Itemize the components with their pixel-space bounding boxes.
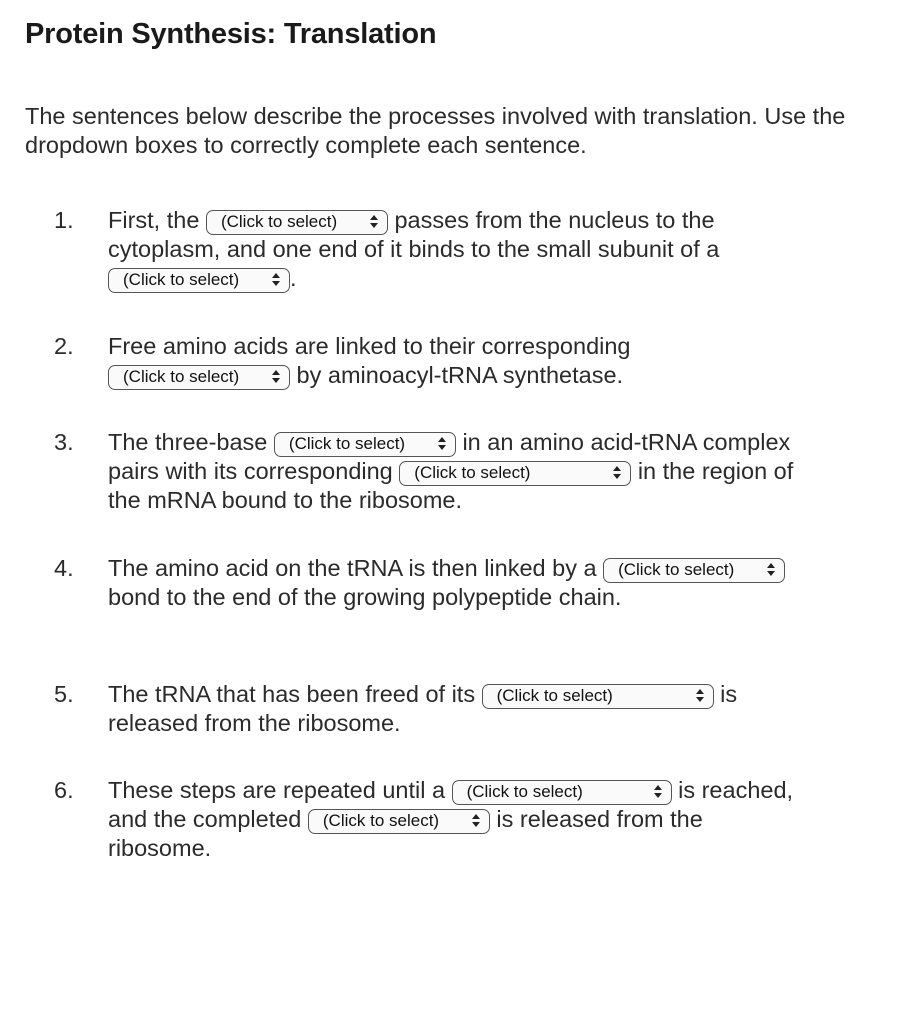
sentence bbox=[108, 776, 808, 863]
sentence bbox=[108, 554, 808, 612]
sentence-text: is released from the ribosome. bbox=[108, 681, 738, 736]
dropdown-label: (Click to select) bbox=[322, 811, 440, 830]
dropdown-label: (Click to select) bbox=[123, 367, 240, 386]
sentence-text: is reached, and the completed bbox=[108, 777, 794, 832]
item-number: 5. bbox=[54, 681, 74, 707]
sentence-text: by aminoacyl-tRNA synthetase. bbox=[296, 362, 624, 388]
dropdown-select[interactable] bbox=[603, 558, 785, 583]
sentence-text: in an amino acid-tRNA complex pairs with its corresponding bbox=[108, 429, 791, 484]
sentence-text: The tRNA that has been freed of its bbox=[108, 681, 476, 707]
dropdown-select[interactable] bbox=[482, 684, 714, 709]
sentence-text: . bbox=[290, 265, 297, 291]
dropdown-label: (Click to select) bbox=[288, 434, 406, 453]
sentence-text: The amino acid on the tRNA is then linked by a bbox=[108, 555, 597, 581]
sentence-text: passes from the nucleus to the cytoplasm, and one end of it binds to the small subunit of a bbox=[108, 207, 720, 262]
item-number: 1. bbox=[54, 207, 74, 233]
dropdown-select[interactable] bbox=[108, 268, 290, 293]
dropdown-label: (Click to select) bbox=[123, 270, 240, 289]
sentence-text: Free amino acids are linked to their corresponding bbox=[108, 333, 631, 359]
dropdown-label: (Click to select) bbox=[618, 560, 735, 579]
up-down-arrows-icon bbox=[370, 215, 378, 229]
up-down-arrows-icon bbox=[767, 563, 775, 577]
item-number: 3. bbox=[54, 429, 74, 455]
dropdown-label: (Click to select) bbox=[466, 782, 583, 801]
dropdown-select[interactable] bbox=[206, 210, 388, 235]
dropdown-select[interactable] bbox=[108, 365, 290, 390]
up-down-arrows-icon bbox=[272, 370, 280, 384]
sentence-text: bond to the end of the growing polypeptide chain. bbox=[108, 584, 622, 610]
sentence bbox=[108, 332, 808, 390]
sentence bbox=[108, 428, 808, 515]
sentence bbox=[108, 206, 808, 293]
up-down-arrows-icon bbox=[472, 814, 480, 828]
up-down-arrows-icon bbox=[438, 437, 446, 451]
dropdown-select[interactable] bbox=[308, 809, 490, 834]
item-number: 4. bbox=[54, 555, 74, 581]
sentence bbox=[108, 680, 808, 738]
instructions: The sentences below describe the processes involved with translation. Use the dropdown boxes to correctly complete each sentence. bbox=[25, 103, 846, 158]
up-down-arrows-icon bbox=[654, 785, 662, 799]
dropdown-label: (Click to select) bbox=[496, 686, 613, 705]
up-down-arrows-icon bbox=[696, 689, 704, 703]
dropdown-label: (Click to select) bbox=[414, 463, 531, 482]
sentence-text: These steps are repeated until a bbox=[108, 777, 446, 803]
dropdown-select[interactable] bbox=[274, 432, 456, 457]
up-down-arrows-icon bbox=[613, 466, 621, 480]
sentence-text: First, the bbox=[108, 207, 200, 233]
page-title: Protein Synthesis: Translation bbox=[25, 18, 437, 50]
dropdown-label: (Click to select) bbox=[220, 212, 338, 231]
sentence-text: is released from the ribosome. bbox=[108, 806, 703, 861]
sentence-text: in the region of the mRNA bound to the ribosome. bbox=[108, 458, 794, 513]
up-down-arrows-icon bbox=[272, 273, 280, 287]
item-number: 2. bbox=[54, 333, 74, 359]
dropdown-select[interactable] bbox=[399, 461, 631, 486]
dropdown-select[interactable] bbox=[452, 780, 672, 805]
item-number: 6. bbox=[54, 777, 74, 803]
sentence-text: The three-base bbox=[108, 429, 268, 455]
